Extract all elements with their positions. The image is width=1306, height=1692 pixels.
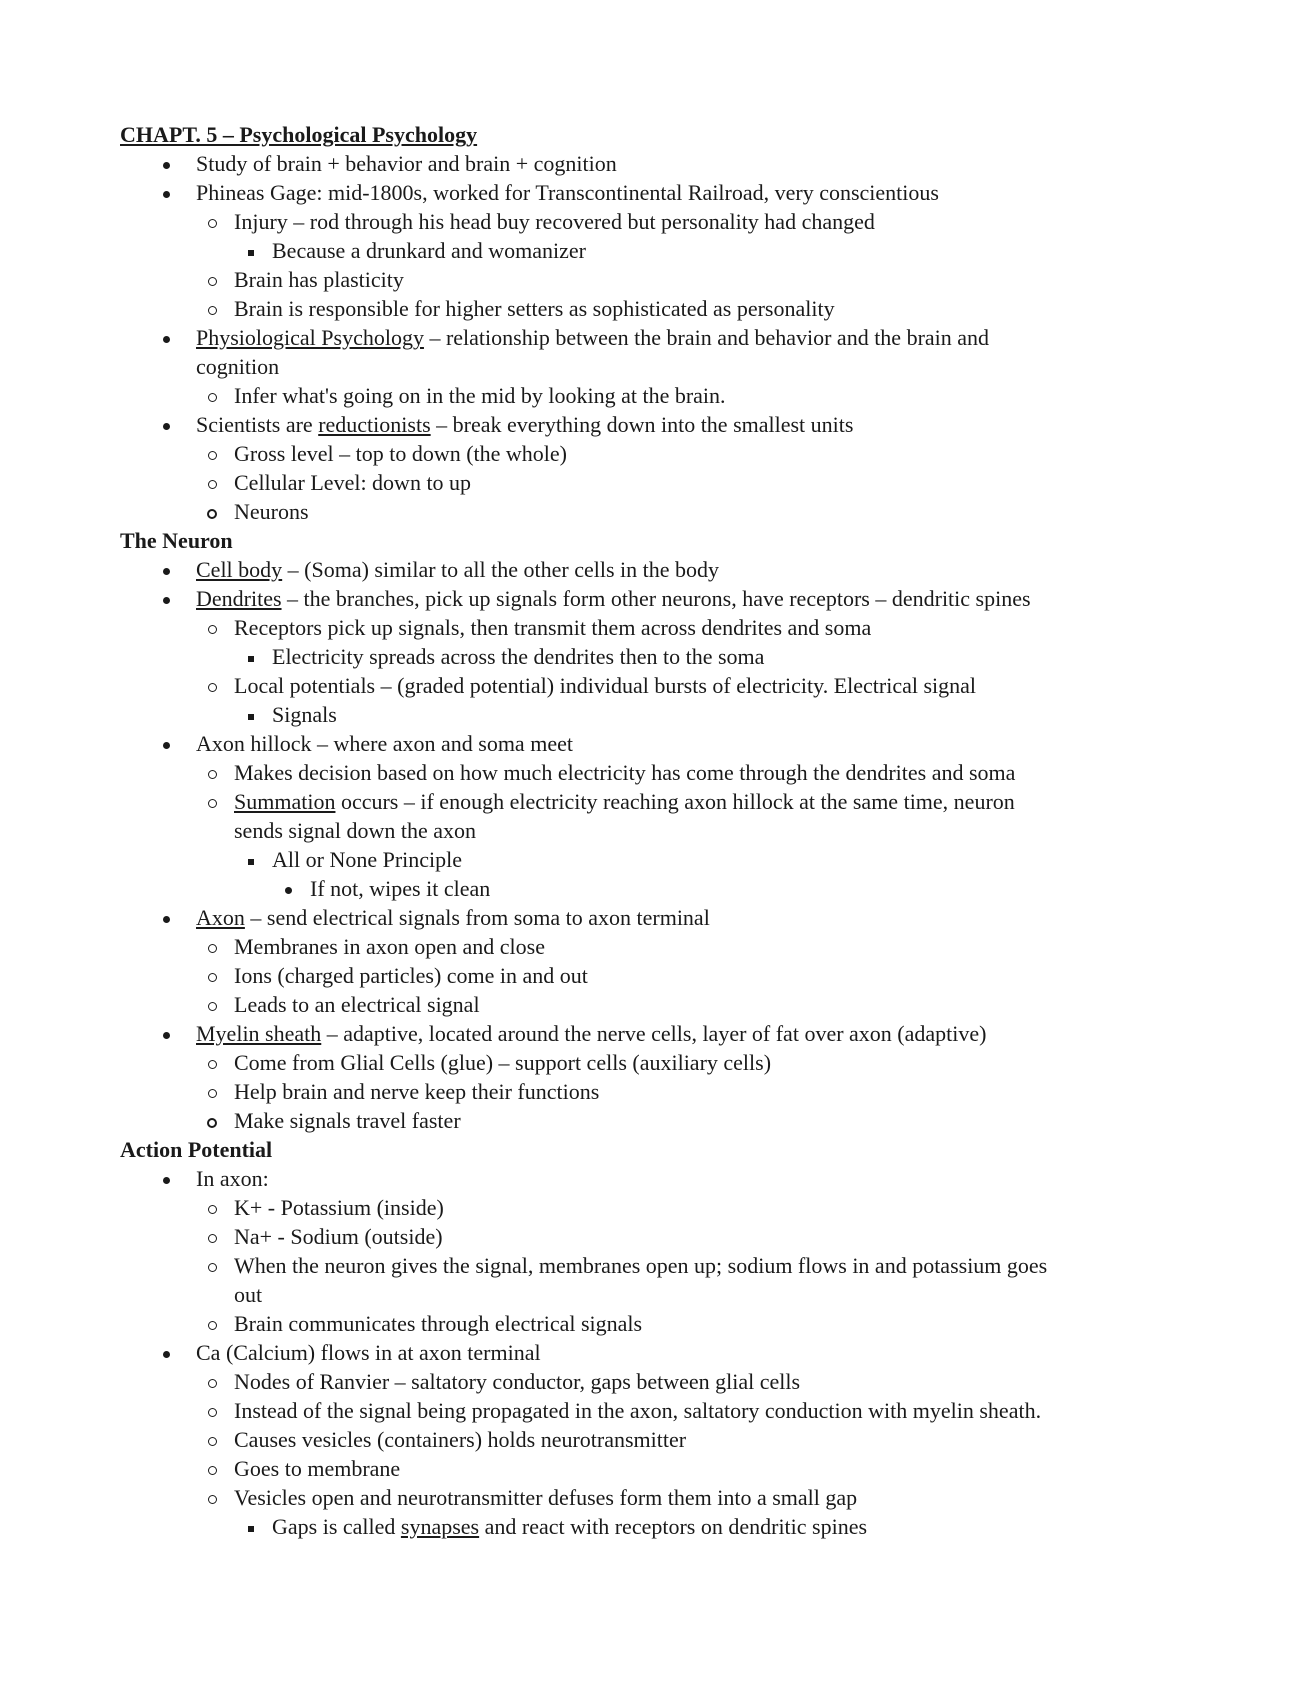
list-item <box>120 1106 1200 1135</box>
list-item <box>120 439 1200 468</box>
disc-bullet-icon <box>156 149 176 178</box>
circle-bullet-icon <box>202 1251 222 1280</box>
list-item <box>120 1367 1200 1396</box>
item-text: Local potentials – (graded potential) individual bursts of electricity. Electrical signal <box>234 673 977 698</box>
list-item <box>120 468 1200 497</box>
disc-bullet-icon <box>156 1164 176 1193</box>
item-text: Goes to membrane <box>234 1456 401 1481</box>
circle-bullet-icon <box>202 1454 222 1483</box>
disc-bullet-icon <box>156 410 176 439</box>
section-heading-neuron: The Neuron <box>120 528 233 553</box>
circle-bullet-icon <box>202 1309 222 1338</box>
list-item <box>120 584 1200 613</box>
list-item <box>120 932 1200 961</box>
term-underlined: Cell body <box>196 557 283 582</box>
list-item <box>120 1338 1200 1367</box>
disc-bullet-icon <box>156 903 176 932</box>
item-text: – break everything down into the smallest units <box>430 412 854 437</box>
item-text: occurs – if enough electricity reaching axon hillock at the same time, neuron <box>335 789 1015 814</box>
term-underlined: Myelin sheath <box>196 1021 322 1046</box>
disc-bullet-icon <box>156 555 176 584</box>
list-item <box>120 671 1200 700</box>
circle-bullet-icon <box>202 671 222 700</box>
list-item <box>120 323 1200 352</box>
item-text: Instead of the signal being propagated in the axon, saltatory conduction with myelin sheath. <box>234 1398 1042 1423</box>
list-item <box>120 265 1200 294</box>
disc-bullet-icon <box>156 323 176 352</box>
list-item <box>120 1483 1200 1512</box>
list-item <box>120 1251 1200 1280</box>
list-item <box>120 1077 1200 1106</box>
item-text: All or None Principle <box>272 847 463 872</box>
list-item <box>120 990 1200 1019</box>
item-text: and react with receptors on dendritic spines <box>479 1514 868 1539</box>
circle-bullet-icon <box>202 381 222 410</box>
circle-bullet-icon <box>202 787 222 816</box>
item-text: In axon: <box>196 1166 269 1191</box>
item-text: Brain communicates through electrical signals <box>234 1311 643 1336</box>
list-item <box>120 149 1200 178</box>
item-text: Gross level – top to down (the whole) <box>234 441 567 466</box>
disc-bullet-icon <box>278 874 298 903</box>
circle-bullet-icon <box>202 1193 222 1222</box>
list-item <box>120 1164 1200 1193</box>
list-item <box>120 613 1200 642</box>
item-text: Neurons <box>234 499 309 524</box>
circle-bullet-icon <box>202 497 222 526</box>
list-item <box>120 1048 1200 1077</box>
circle-bullet-icon <box>202 1048 222 1077</box>
circle-bullet-icon <box>202 613 222 642</box>
item-text: Injury – rod through his head buy recovered but personality had changed <box>234 209 875 234</box>
list-item <box>120 642 1200 671</box>
list-item-continuation <box>120 816 1200 845</box>
item-text: Help brain and nerve keep their functions <box>234 1079 600 1104</box>
square-bullet-icon <box>241 642 261 671</box>
item-text: Study of brain + behavior and brain + cognition <box>196 151 617 176</box>
list-item <box>120 961 1200 990</box>
item-text: Makes decision based on how much electricity has come through the dendrites and soma <box>234 760 1016 785</box>
item-text: Nodes of Ranvier – saltatory conductor, gaps between glial cells <box>234 1369 801 1394</box>
item-text: Come from Glial Cells (glue) – support cells (auxiliary cells) <box>234 1050 772 1075</box>
item-text: Scientists are <box>196 412 319 437</box>
list-item <box>120 1193 1200 1222</box>
square-bullet-icon <box>241 700 261 729</box>
item-text: out <box>234 1282 263 1307</box>
list-item <box>120 787 1200 816</box>
circle-bullet-icon <box>202 207 222 236</box>
term-underlined: Physiological Psychology <box>196 325 424 350</box>
list-item <box>120 381 1200 410</box>
item-text: Signals <box>272 702 337 727</box>
list-item <box>120 874 1200 903</box>
circle-bullet-icon <box>202 265 222 294</box>
circle-bullet-icon <box>202 932 222 961</box>
term-underlined: Dendrites <box>196 586 282 611</box>
list-item <box>120 1222 1200 1251</box>
list-item <box>120 207 1200 236</box>
circle-bullet-icon <box>202 1396 222 1425</box>
circle-bullet-icon <box>202 758 222 787</box>
list-item <box>120 294 1200 323</box>
list-item <box>120 555 1200 584</box>
list-item <box>120 236 1200 265</box>
list-item <box>120 758 1200 787</box>
item-text: Ca (Calcium) flows in at axon terminal <box>196 1340 541 1365</box>
list-item <box>120 903 1200 932</box>
circle-bullet-icon <box>202 439 222 468</box>
section-heading-action-potential: Action Potential <box>120 1137 273 1162</box>
disc-bullet-icon <box>156 1019 176 1048</box>
item-text: Leads to an electrical signal <box>234 992 480 1017</box>
item-text: Cellular Level: down to up <box>234 470 472 495</box>
circle-bullet-icon <box>202 961 222 990</box>
item-text: K+ - Potassium (inside) <box>234 1195 444 1220</box>
item-text: – the branches, pick up signals form other neurons, have receptors – dendritic spines <box>281 586 1031 611</box>
list-item <box>120 700 1200 729</box>
document-page <box>120 120 1200 1541</box>
item-text: Receptors pick up signals, then transmit them across dendrites and soma <box>234 615 872 640</box>
item-text: Make signals travel faster <box>234 1108 461 1133</box>
circle-bullet-icon <box>202 1367 222 1396</box>
item-text: Phineas Gage: mid-1800s, worked for Transcontinental Railroad, very conscientious <box>196 180 939 205</box>
item-text: Ions (charged particles) come in and out <box>234 963 588 988</box>
square-bullet-icon <box>241 1512 261 1541</box>
item-text: – send electrical signals from soma to axon terminal <box>244 905 710 930</box>
term-underlined: synapses <box>400 1514 480 1539</box>
disc-bullet-icon <box>156 1338 176 1367</box>
item-text: sends signal down the axon <box>234 818 476 843</box>
item-text: Membranes in axon open and close <box>234 934 545 959</box>
list-item <box>120 1425 1200 1454</box>
circle-bullet-icon <box>202 1483 222 1512</box>
item-text: Causes vesicles (containers) holds neurotransmitter <box>234 1427 687 1452</box>
item-text: – (Soma) similar to all the other cells in the body <box>282 557 720 582</box>
circle-bullet-icon <box>202 1077 222 1106</box>
term-underlined: reductionists <box>318 412 431 437</box>
list-item <box>120 845 1200 874</box>
item-text: Infer what's going on in the mid by looking at the brain. <box>234 383 726 408</box>
item-text: Because a drunkard and womanizer <box>272 238 586 263</box>
disc-bullet-icon <box>156 729 176 758</box>
item-text: Brain is responsible for higher setters as sophisticated as personality <box>234 296 835 321</box>
item-text: If not, wipes it clean <box>310 876 491 901</box>
item-text: Gaps is called <box>272 1514 401 1539</box>
term-underlined: Axon <box>196 905 245 930</box>
square-bullet-icon <box>241 236 261 265</box>
circle-bullet-icon <box>202 990 222 1019</box>
item-text: Axon hillock – where axon and soma meet <box>196 731 573 756</box>
list-item <box>120 1454 1200 1483</box>
list-item-continuation <box>120 1280 1200 1309</box>
disc-bullet-icon <box>156 178 176 207</box>
chapter-title: CHAPT. 5 – Psychological Psychology <box>120 122 478 147</box>
item-text: – adaptive, located around the nerve cells, layer of fat over axon (adaptive) <box>321 1021 987 1046</box>
list-item <box>120 1512 1200 1541</box>
list-item <box>120 178 1200 207</box>
list-item <box>120 497 1200 526</box>
list-item <box>120 1309 1200 1338</box>
item-text: Vesicles open and neurotransmitter defuses form them into a small gap <box>234 1485 858 1510</box>
list-item <box>120 410 1200 439</box>
circle-bullet-icon <box>202 1222 222 1251</box>
item-text: – relationship between the brain and behavior and the brain and <box>423 325 990 350</box>
list-item <box>120 1019 1200 1048</box>
list-item <box>120 729 1200 758</box>
circle-bullet-icon <box>202 1106 222 1135</box>
circle-bullet-icon <box>202 294 222 323</box>
term-underlined: Summation <box>234 789 336 814</box>
circle-bullet-icon <box>202 1425 222 1454</box>
item-text: Electricity spreads across the dendrites then to the soma <box>272 644 765 669</box>
item-text: Na+ - Sodium (outside) <box>234 1224 443 1249</box>
item-text: Brain has plasticity <box>234 267 404 292</box>
list-item-continuation <box>120 352 1200 381</box>
list-item <box>120 1396 1200 1425</box>
disc-bullet-icon <box>156 584 176 613</box>
circle-bullet-icon <box>202 468 222 497</box>
square-bullet-icon <box>241 845 261 874</box>
item-text: When the neuron gives the signal, membranes open up; sodium flows in and potassium goes <box>234 1253 1048 1278</box>
item-text: cognition <box>196 354 280 379</box>
